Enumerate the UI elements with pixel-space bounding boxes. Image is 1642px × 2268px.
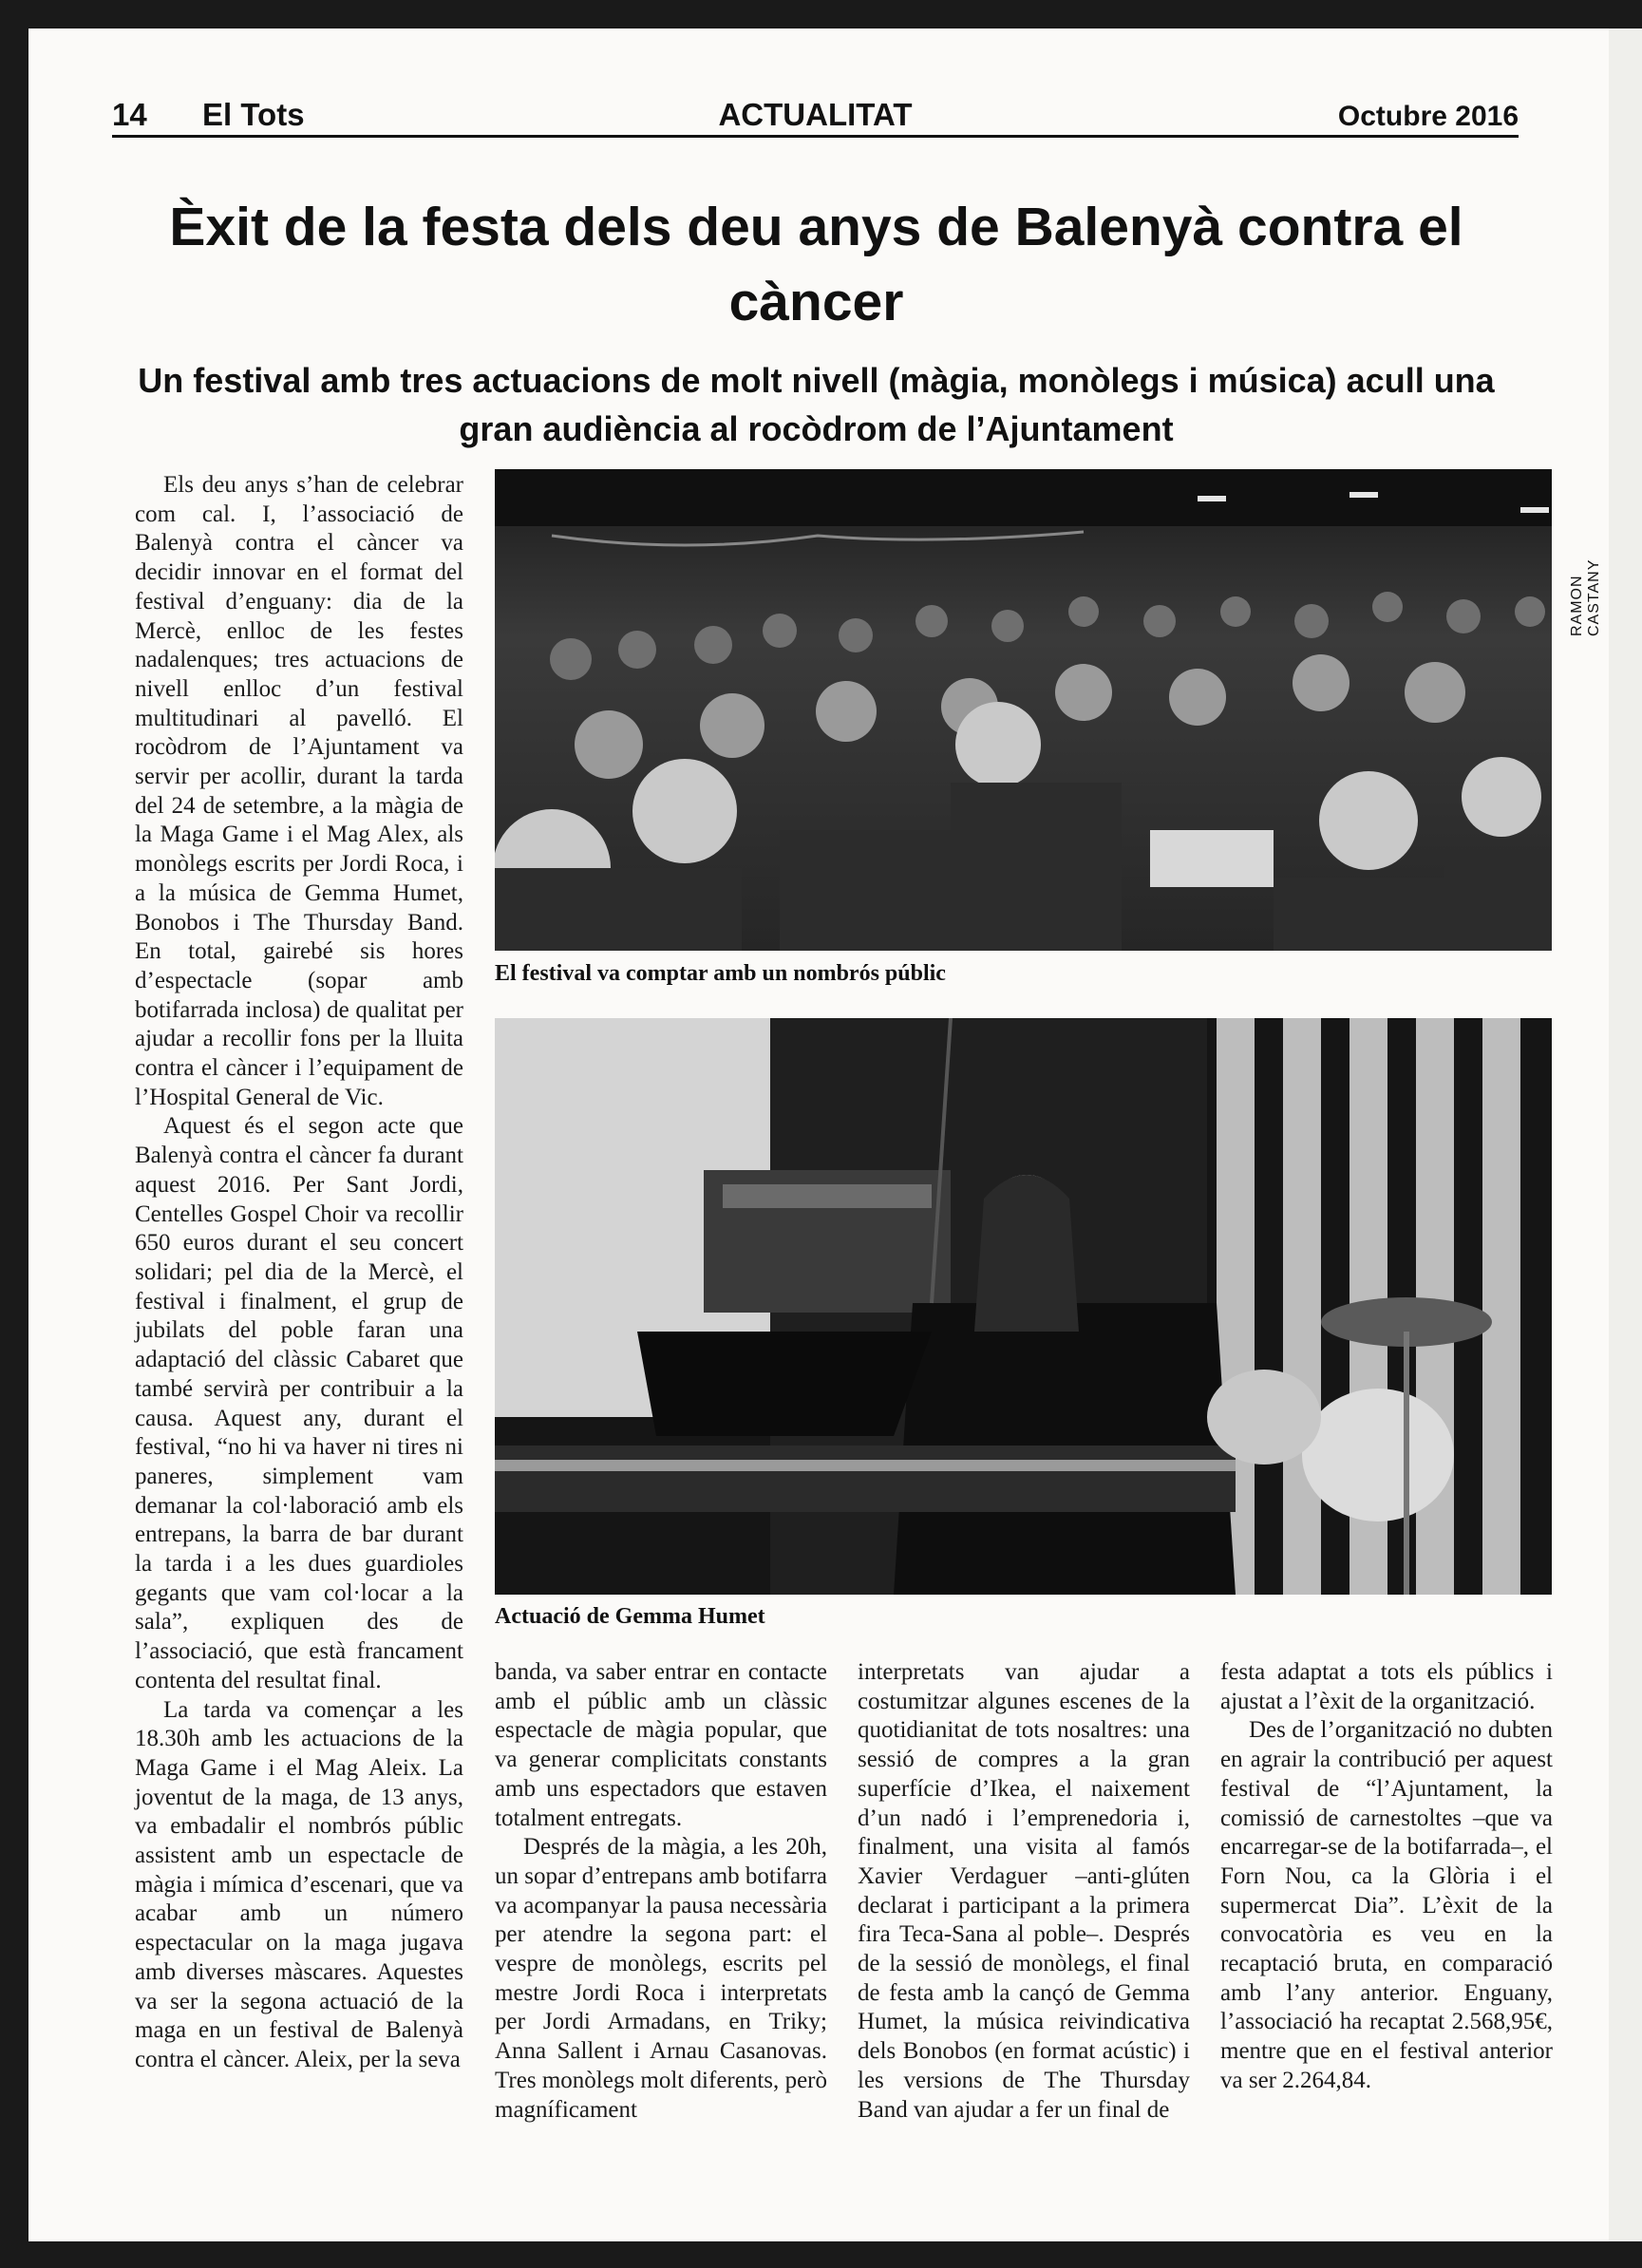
paragraph: Des de l’organització no dubten en agrair la contribució per aquest festival de “l’Ajuntament, la comissió de carnestoltes –que va encarregar-se de la botifarrada–, el Forn Nou, ca la Glòria i el supermercat Dia”. L’èxit de la convocatòria es veu en la recaptació bruta, en comparació amb l’any anterior. Enguany, l’associació ha recaptat 2.568,95€, mentre que en el festival anterior va ser 2.264,84.: [1220, 1717, 1553, 2093]
paragraph: interpretats van ajudar a costumitzar algunes escenes de la quotidianitat de tots nosaltres: una sessió de compres a la gran superfície d’Ikea, el naixement d’un nadó i l’emprenedoria i, finalment, una visita al famós Xavier Verdaguer –anti-glúten declarat i participant a la primera fira Teca-Sana al poble–. Després de la sessió de monòlegs, el final de festa amb la cançó de Gemma Humet, la música reivindicativa dels Bonobos (en format acústic) i les versions de The Thursday Band van ajudar a fer un final de: [858, 1659, 1190, 2123]
article-subtitle: Un festival amb tres actuacions de molt nivell (màgia, monòlegs i música) acull una gran audiència al rocòdrom de l’Ajuntament: [138, 361, 1495, 448]
publication-name: El Tots: [202, 97, 305, 132]
page-number: 14: [112, 97, 147, 132]
article-column-3: [858, 1658, 1190, 2125]
facing-page-edge: [1609, 28, 1642, 2241]
singer-photo: [495, 1018, 1552, 1595]
photo-credit: RAMON CASTANY: [1569, 558, 1602, 636]
paragraph: festa adaptat a tots els públics i ajustat a l’èxit de la organització.: [1220, 1659, 1553, 1714]
paragraph: Aquest és el segon acte que Balenyà contra el càncer fa durant aquest 2016. Per Sant Jordi, Centelles Gospel Choir va recollir 650 euros durant el seu concert solidari; pel dia de la Mercè, el festival i finalment, el grup de jubilats del poble faran una adaptació del clàssic Cabaret que també servirà per contribuir a la causa. Aquest any, durant el festival, “no hi va haver ni tires ni paneres, simplement vam demanar la col·laboració amb els entrepans, la barra de bar durant la tarda i a les dues guardioles gegants que vam col·locar a la sala”, expliquen des de l’associació, que està francament contenta del resultat final.: [135, 1113, 463, 1693]
article-column-4: [1220, 1658, 1553, 2096]
paragraph: La tarda va començar a les 18.30h amb les actuacions de la Maga Game i el Mag Aleix. La joventut de la maga, de 13 anys, va embadalir el nombrós públic assistent amb un espectacle de màgia i mímica d’escenari, que va acabar amb un número espectacular on la maga jugava amb diverses màscares. Aquestes va ser la segona actuació de la maga en un festival de Balenyà contra el càncer. Aleix, per la seva: [135, 1696, 463, 2072]
paragraph: Després de la màgia, a les 20h, un sopar d’entrepans amb botifarra va acompanyar la pausa necessària per atendre la segona part: el vespre de monòlegs, escrits pel mestre Jordi Roca i interpretats per Jordi Armadans, en Triky; Anna Sallent i Arnau Casanovas. Tres monòlegs molt diferents, però magníficament: [495, 1834, 827, 2123]
section-label: ACTUALITAT: [718, 97, 913, 132]
paragraph: banda, va saber entrar en contacte amb el públic amb un clàssic espectacle de màgia popular, que va generar complicitats constants amb uns espectadors que estaven totalment entregats.: [495, 1659, 827, 1831]
photo-caption: Actuació de Gemma Humet: [495, 1604, 765, 1629]
masthead: [112, 95, 1519, 138]
article-title: Èxit de la festa dels deu anys de Balenyà contra el càncer: [169, 197, 1463, 332]
issue-date: Octubre 2016: [1337, 101, 1519, 132]
photo-caption: El festival va comptar amb un nombrós públic: [495, 961, 946, 986]
paragraph: Els deu anys s’han de celebrar com cal. I, l’associació de Balenyà contra el càncer va decidir innovar en el format del festival d’enguany: dia de la Mercè, enlloc de les festes nadalenques; tres actuacions de nivell enlloc d’un festival multitudinari al pavelló. El rocòdrom de l’Ajuntament va servir per acollir, durant la tarda del 24 de setembre, a la màgia de la Maga Game i el Mag Alex, als monòlegs escrits per Jordi Roca, i a la música de Gemma Humet, Bonobos i The Thursday Band. En total, gairebé sis hores d’espectacle (sopar amb botifarrada inclosa) de qualitat per ajudar a recollir fons per la lluita contra el càncer i l’equipament de l’Hospital General de Vic.: [135, 472, 463, 1110]
newspaper-page: [28, 28, 1609, 2241]
audience-photo: [495, 469, 1552, 951]
article-column-1: [135, 471, 463, 2075]
article-column-2: [495, 1658, 827, 2125]
